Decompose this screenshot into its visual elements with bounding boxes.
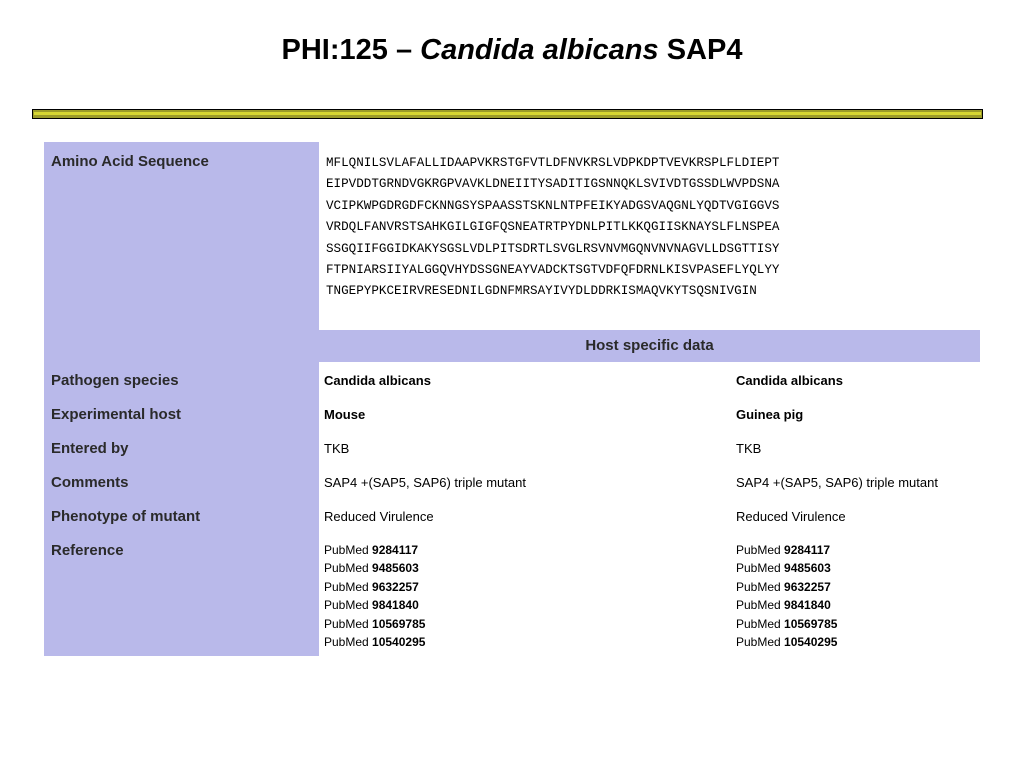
label-amino-acid-sequence: Amino Acid Sequence	[51, 153, 209, 170]
reference-item[interactable]	[736, 596, 837, 614]
pubmed-prefix: PubMed	[324, 579, 373, 594]
host1-reference-list	[324, 541, 425, 651]
pubmed-id[interactable]: 10540295	[372, 634, 426, 649]
pubmed-prefix: PubMed	[324, 543, 373, 557]
label-phenotype-of-mutant: Phenotype of mutant	[51, 508, 201, 525]
pubmed-id[interactable]: 9284117	[372, 543, 419, 557]
reference-item[interactable]	[324, 615, 425, 633]
reference-item[interactable]	[736, 541, 837, 559]
pubmed-prefix: PubMed	[324, 561, 373, 576]
field-label-column	[44, 142, 319, 656]
sequence-line: VCIPKWPGDRGDFCKNNGSYSPAASSTSKNLNTPFEIKYADGSVAQGNLYQDTVGIGGVS	[326, 198, 780, 213]
label-entered-by: Entered by	[51, 440, 129, 457]
reference-item[interactable]	[324, 559, 425, 577]
host1-pathogen-species: Candida albicans	[324, 373, 431, 388]
host1-phenotype: Reduced Virulence	[324, 509, 434, 524]
reference-item[interactable]	[324, 596, 425, 614]
reference-item[interactable]	[324, 541, 425, 559]
pubmed-id[interactable]: 9485603	[372, 561, 419, 576]
pubmed-prefix: PubMed	[324, 616, 373, 631]
sequence-line: VRDQLFANVRSTSAHKGILGIGFQSNEATRTPYDNLPITLKKQGIISKNAYSLFLNSPEA	[326, 220, 780, 235]
pubmed-prefix: PubMed	[736, 598, 785, 613]
amino-acid-sequence-cell	[319, 142, 980, 330]
pubmed-id[interactable]: 9485603	[784, 561, 831, 576]
pubmed-prefix: PubMed	[324, 634, 373, 649]
title-suffix: SAP4	[658, 34, 743, 66]
amino-acid-sequence	[326, 153, 779, 303]
host1-experimental-host: Mouse	[324, 407, 366, 422]
pubmed-id[interactable]: 9841840	[372, 598, 419, 613]
title-divider-bar-fill	[34, 112, 981, 115]
title-divider-bar	[32, 109, 983, 119]
reference-item[interactable]	[736, 578, 837, 596]
sequence-line: TNGEPYPKCEIRVRESEDNILGDNFMRSAYIVYDLDDRKISMAQVKYTSQSNIVGIN	[326, 284, 757, 299]
sequence-line: MFLQNILSVLAFALLIDAAPVKRSTGFVTLDFNVKRSLVDPKDPTVEVKRSPLFLDIEPT	[326, 156, 780, 170]
pubmed-prefix: PubMed	[736, 579, 785, 594]
host2-pathogen-species: Candida albicans	[736, 373, 843, 388]
phi-record-table	[44, 142, 980, 658]
sequence-line: EIPVDDTGRNDVGKRGPVAVKLDNEIITYSADITIGSNNQKLSVIVDTGSSDLWVPDSNA	[326, 177, 780, 192]
host2-reference-list	[736, 541, 837, 651]
host-specific-data-header: Host specific data	[319, 330, 980, 362]
pubmed-prefix: PubMed	[324, 598, 373, 613]
title-prefix: PHI:125 –	[281, 34, 421, 66]
slide-title	[0, 34, 1024, 67]
sequence-line: SSGQIIFGGIDKAKYSGSLVDLPITSDRTLSVGLRSVNVMGQNVNVNAGVLLDSGTTISY	[326, 241, 780, 256]
pubmed-prefix: PubMed	[736, 634, 785, 649]
host2-entered-by: TKB	[736, 441, 762, 456]
host2-phenotype: Reduced Virulence	[736, 509, 846, 524]
pubmed-id[interactable]: 10569785	[372, 616, 426, 631]
reference-item[interactable]	[736, 615, 837, 633]
label-pathogen-species: Pathogen species	[51, 372, 179, 389]
pubmed-prefix: PubMed	[736, 543, 785, 557]
host2-experimental-host: Guinea pig	[736, 407, 804, 422]
reference-item[interactable]	[736, 633, 837, 651]
label-reference: Reference	[51, 542, 124, 559]
label-experimental-host: Experimental host	[51, 406, 182, 423]
host1-comments: SAP4 +(SAP5, SAP6) triple mutant	[324, 475, 526, 490]
label-comments: Comments	[51, 474, 129, 491]
pubmed-id[interactable]: 9841840	[784, 598, 831, 613]
pubmed-id[interactable]: 9632257	[372, 579, 419, 594]
reference-item[interactable]	[324, 633, 425, 651]
pubmed-prefix: PubMed	[736, 561, 785, 576]
reference-item[interactable]	[736, 559, 837, 577]
reference-item[interactable]	[324, 578, 425, 596]
title-species: Candida albicans	[420, 34, 659, 66]
pubmed-id[interactable]: 9632257	[784, 579, 831, 594]
host1-entered-by: TKB	[324, 441, 350, 456]
pubmed-id[interactable]: 9284117	[784, 543, 831, 557]
pubmed-id[interactable]: 10540295	[784, 634, 838, 649]
host2-comments: SAP4 +(SAP5, SAP6) triple mutant	[736, 475, 938, 490]
pubmed-prefix: PubMed	[736, 616, 785, 631]
pubmed-id[interactable]: 10569785	[784, 616, 838, 631]
sequence-line: FTPNIARSIIYALGGQVHYDSSGNEAYVADCKTSGTVDFQFDRNLKISVPASEFLYQLYY	[326, 262, 780, 277]
